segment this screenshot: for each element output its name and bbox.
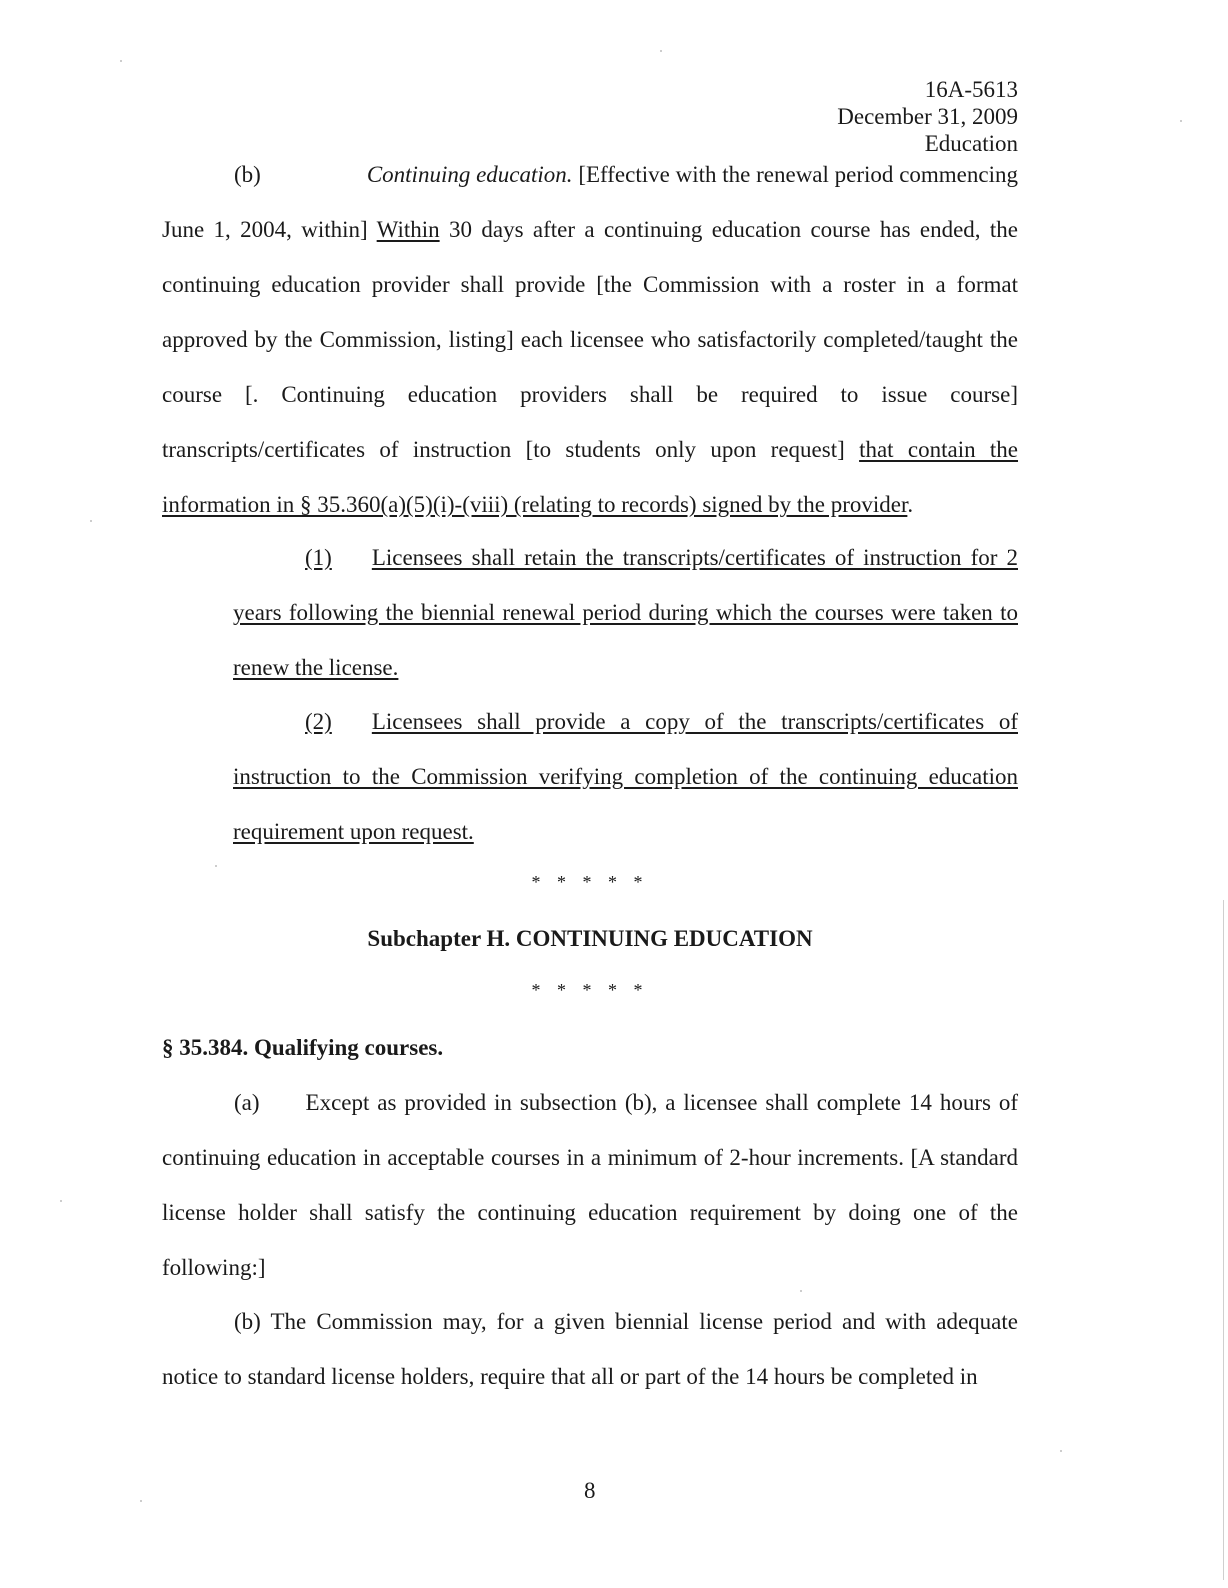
paragraph-a: [162, 1075, 1018, 1295]
item-2-text: Licensees shall provide a copy of the transcripts/certificates of instruction to the Commission verifying completion of the continuing education requirement upon request.: [233, 709, 1018, 844]
doc-agency: Education: [924, 131, 1018, 156]
item-2-label: (2): [305, 709, 332, 734]
subchapter-heading: Subchapter H. CONTINUING EDUCATION: [367, 926, 813, 951]
scan-speck: [1060, 1450, 1062, 1452]
paragraph-b: [162, 147, 1018, 532]
scan-edge: [1223, 900, 1224, 1580]
para-b-text-1: [Effective with the renewal period commencing June 1, 2004, within]: [162, 162, 1018, 242]
document-header: [837, 76, 1018, 157]
para-b-underlined: that contain the information in § 35.360(a)(5)(i)-(viii) (relating to records) signed by the provider: [162, 437, 1019, 517]
para-b-period: .: [907, 492, 914, 517]
separator-1: * * * * *: [531, 872, 649, 892]
item-1-text: Licensees shall retain the transcripts/certificates of instruction for 2 years following the biennial renewal period during which the courses were taken to renew the license.: [233, 545, 1018, 680]
paragraph-b2: [162, 1294, 1018, 1404]
section-heading: § 35.384. Qualifying courses.: [162, 1035, 444, 1060]
para-b-within: Within: [376, 217, 440, 242]
doc-number: 16A-5613: [924, 77, 1018, 102]
para-b2-label: (b): [234, 1309, 261, 1334]
page-number: 8: [584, 1478, 596, 1503]
doc-date: December 31, 2009: [837, 104, 1018, 129]
scan-speck: [120, 60, 122, 62]
scan-speck: [140, 1500, 142, 1502]
scan-speck: [90, 520, 92, 522]
item-1-label: (1): [305, 545, 332, 570]
para-b-label: (b): [234, 162, 261, 187]
scan-speck: [60, 1200, 62, 1202]
para-b-title: Continuing education.: [366, 162, 573, 187]
scan-speck: [215, 865, 217, 867]
item-1: [233, 530, 1018, 695]
scan-speck: [660, 50, 662, 52]
separator-2: * * * * *: [531, 980, 649, 1000]
para-b2-text: The Commission may, for a given biennial license period and with adequate notice to standard license holders, require that all or part of the 14 hours be completed in: [162, 1309, 1018, 1389]
para-a-text: Except as provided in subsection (b), a licensee shall complete 14 hours of continuing education in acceptable courses in a minimum of 2-hour increments. [A standard license holder shall satisfy the continuing education requirement by doing one of the following:]: [162, 1090, 1018, 1280]
para-a-label: (a): [234, 1090, 260, 1115]
item-2: [233, 694, 1018, 859]
para-b-text-2: 30 days after a continuing education course has ended, the continuing education provider shall provide [the Commission with a roster in a format approved by the Commission, listing] each licensee who satisfactorily completed/taught the course [. Continuing education providers shall be required to issue course] transcripts/certificates of instruction [to students only upon request]: [162, 217, 1019, 462]
scan-speck: [800, 1290, 802, 1292]
scan-speck: [1180, 120, 1182, 122]
